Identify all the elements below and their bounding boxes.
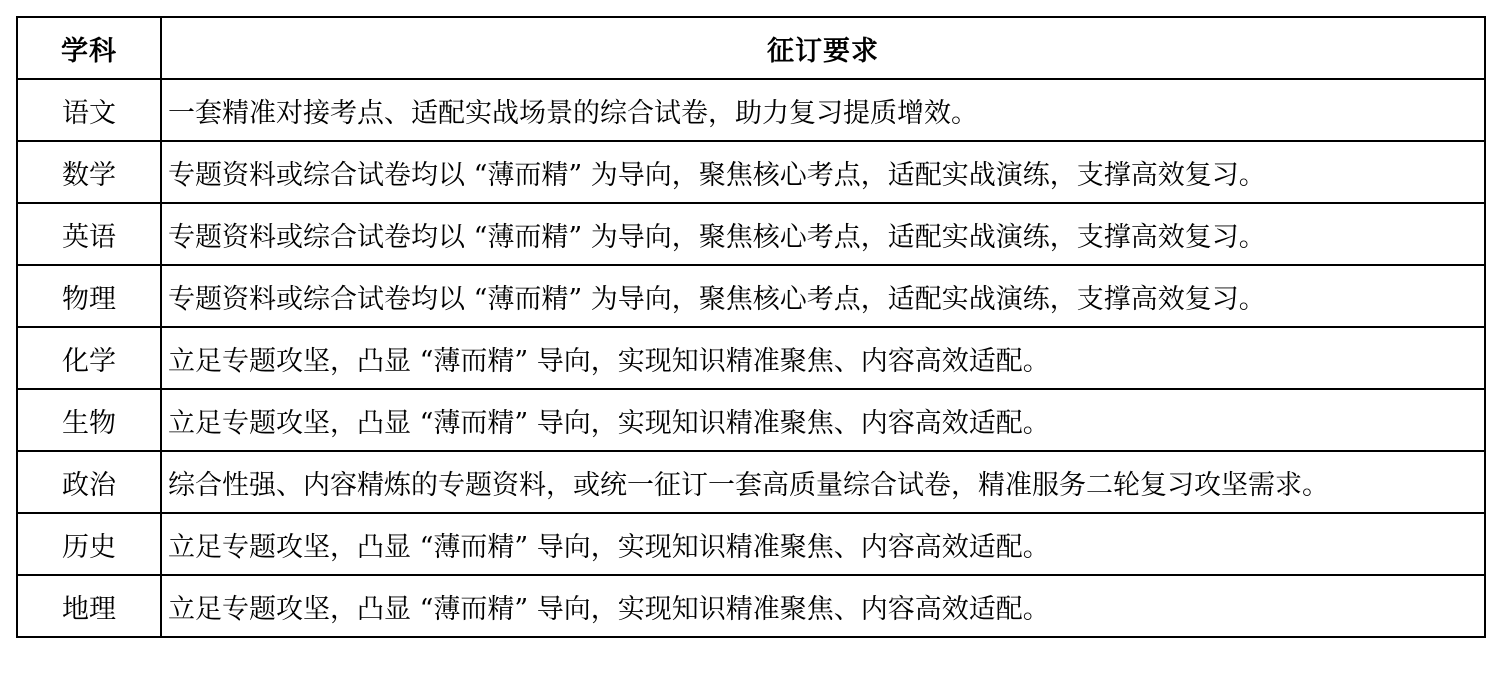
requirement-cell: 综合性强、内容精炼的专题资料，或统一征订一套高质量综合试卷，精准服务二轮复习攻坚需求。 <box>161 451 1485 513</box>
requirement-cell: 立足专题攻坚，凸显 “薄而精” 导向，实现知识精准聚焦、内容高效适配。 <box>161 575 1485 637</box>
requirement-cell: 一套精准对接考点、适配实战场景的综合试卷，助力复习提质增效。 <box>161 79 1485 141</box>
table-row <box>17 203 1485 265</box>
subject-cell: 化学 <box>17 327 161 389</box>
table-row <box>17 575 1485 637</box>
subject-cell: 地理 <box>17 575 161 637</box>
header-requirement: 征订要求 <box>161 17 1485 79</box>
table-row <box>17 513 1485 575</box>
requirement-cell: 立足专题攻坚，凸显 “薄而精” 导向，实现知识精准聚焦、内容高效适配。 <box>161 513 1485 575</box>
requirement-cell: 立足专题攻坚，凸显 “薄而精” 导向，实现知识精准聚焦、内容高效适配。 <box>161 327 1485 389</box>
table-row <box>17 327 1485 389</box>
requirement-cell: 专题资料或综合试卷均以 “薄而精” 为导向，聚焦核心考点，适配实战演练，支撑高效复习。 <box>161 265 1485 327</box>
table-row <box>17 79 1485 141</box>
table-row <box>17 389 1485 451</box>
subject-cell: 生物 <box>17 389 161 451</box>
table-header-row <box>17 17 1485 79</box>
subject-cell: 英语 <box>17 203 161 265</box>
requirement-cell: 立足专题攻坚，凸显 “薄而精” 导向，实现知识精准聚焦、内容高效适配。 <box>161 389 1485 451</box>
table-row <box>17 265 1485 327</box>
table-row <box>17 141 1485 203</box>
requirement-cell: 专题资料或综合试卷均以 “薄而精” 为导向，聚焦核心考点，适配实战演练，支撑高效复习。 <box>161 141 1485 203</box>
subscription-requirements-table <box>16 16 1486 638</box>
subject-cell: 政治 <box>17 451 161 513</box>
header-subject: 学科 <box>17 17 161 79</box>
requirement-cell: 专题资料或综合试卷均以 “薄而精” 为导向，聚焦核心考点，适配实战演练，支撑高效复习。 <box>161 203 1485 265</box>
subject-cell: 物理 <box>17 265 161 327</box>
table-row <box>17 451 1485 513</box>
subject-cell: 历史 <box>17 513 161 575</box>
subject-cell: 语文 <box>17 79 161 141</box>
subject-cell: 数学 <box>17 141 161 203</box>
